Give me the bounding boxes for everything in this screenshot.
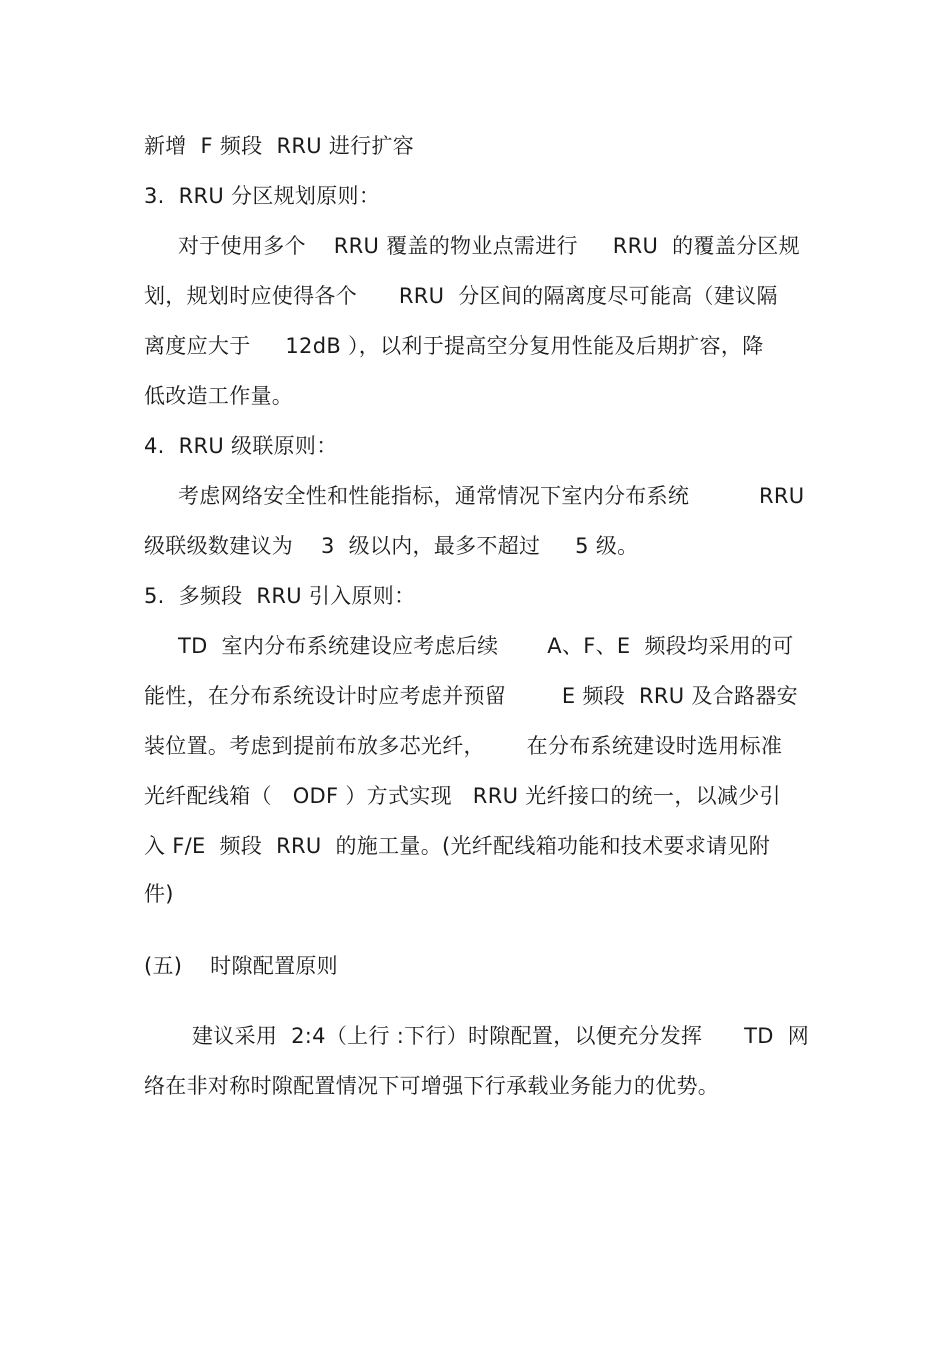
text-line: 光纤配线箱（ ODF ）方式实现 RRU 光纤接口的统一，以减少引 (144, 784, 781, 808)
text-line: 件) (144, 882, 174, 906)
section-heading: (五) 时隙配置原则 (144, 954, 338, 978)
text-line: 能性，在分布系统设计时应考虑并预留 E 频段 RRU 及合路器安 (144, 684, 798, 708)
text-line: 级联级数建议为 3 级以内，最多不超过 5 级。 (144, 534, 639, 558)
text-line: 低改造工作量。 (144, 384, 294, 408)
text-line: TD 室内分布系统建设应考虑后续 A、F、E 频段均采用的可 (178, 634, 794, 658)
text-line: 对于使用多个 RRU 覆盖的物业点需进行 RRU 的覆盖分区规 (178, 234, 800, 258)
text-line: 考虑网络安全性和性能指标，通常情况下室内分布系统 RRU (178, 484, 805, 508)
text-line: 建议采用 2:4（上行 :下行）时隙配置，以便充分发挥 TD 网 (192, 1024, 809, 1048)
text-line: 入 F/E 频段 RRU 的施工量。(光纤配线箱功能和技术要求请见附 (144, 834, 770, 858)
text-line: 络在非对称时隙配置情况下可增强下行承载业务能力的优势。 (144, 1074, 720, 1098)
text-line: 离度应大于 12dB ），以利于提高空分复用性能及后期扩容，降 (144, 334, 764, 358)
section-heading: 5. 多频段 RRU 引入原则： (144, 584, 416, 608)
text-line: 装位置。考虑到提前布放多芯光纤， 在分布系统建设时选用标准 (144, 734, 783, 758)
section-heading: 4. RRU 级联原则： (144, 434, 338, 458)
section-heading: 3. RRU 分区规划原则： (144, 184, 381, 208)
text-line: 新增 F 频段 RRU 进行扩容 (144, 134, 415, 158)
text-line: 划，规划时应使得各个 RRU 分区间的隔离度尽可能高（建议隔 (144, 284, 778, 308)
